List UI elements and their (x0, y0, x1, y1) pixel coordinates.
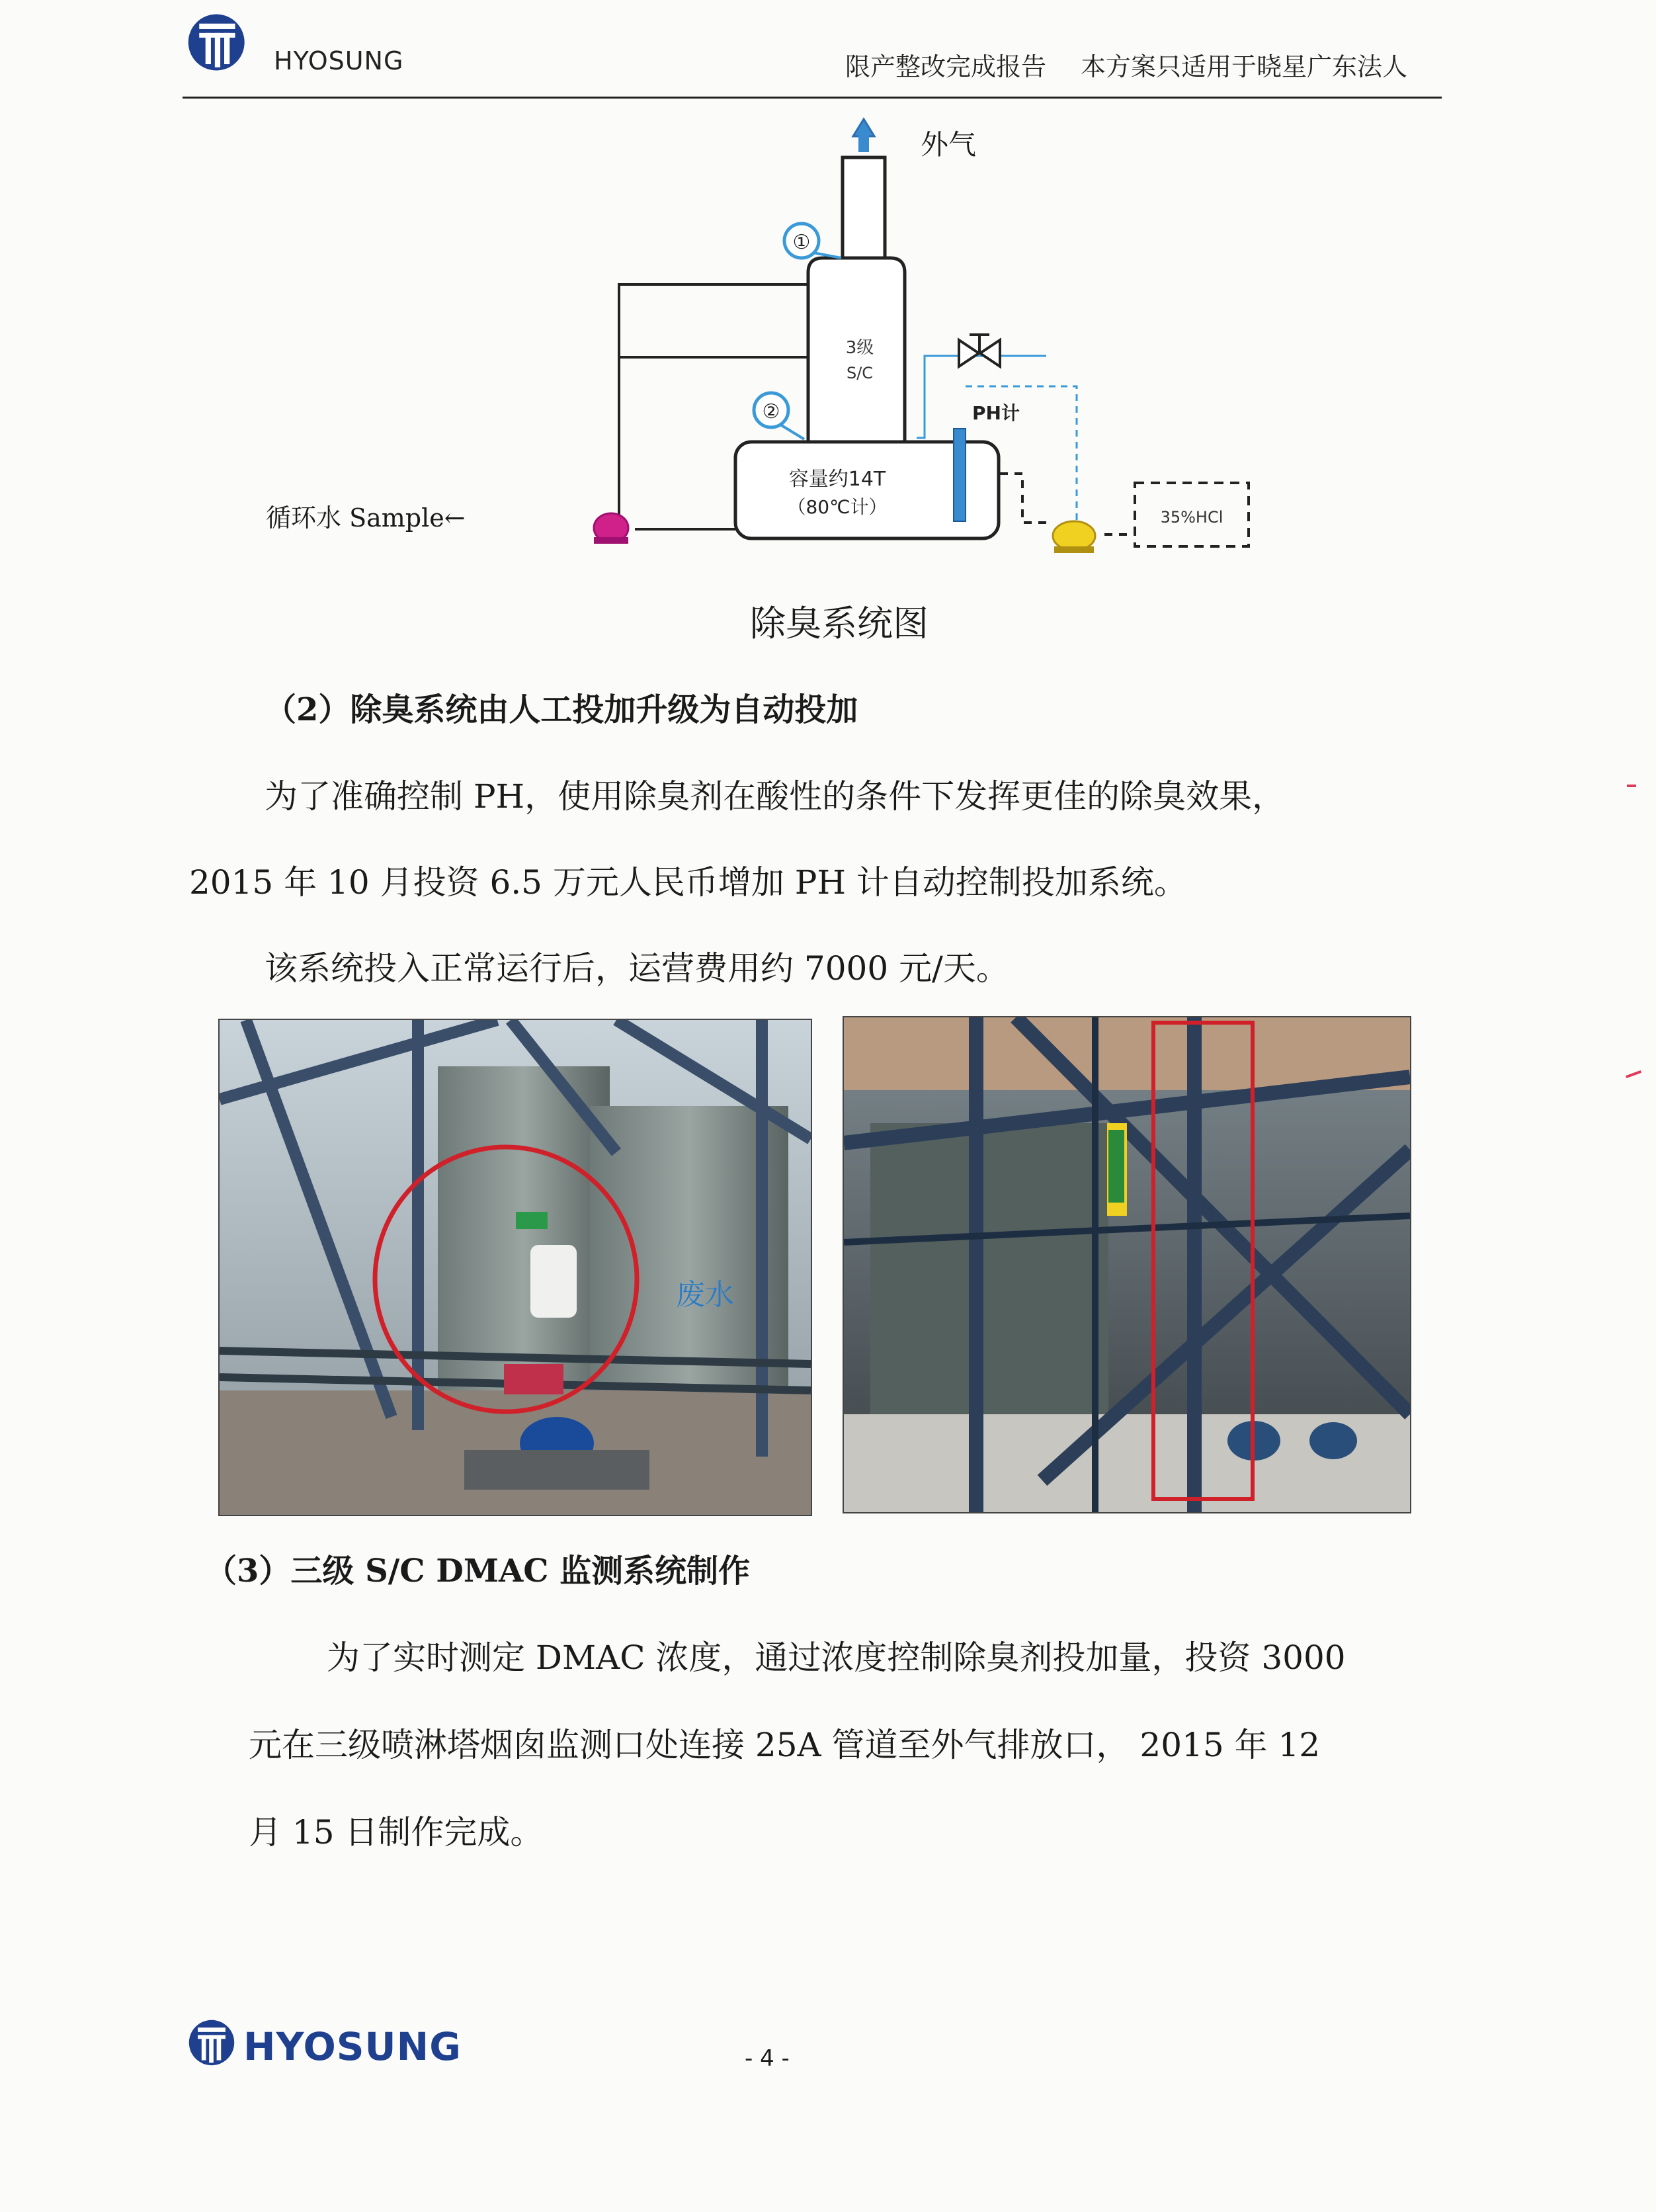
section-3-heading: （3）三级 S/C DMAC 监测系统制作 (205, 1553, 751, 1590)
scan-mark (1626, 1070, 1641, 1078)
header-report-title: 限产整改完成报告 (845, 52, 1047, 81)
valve-icon (959, 340, 979, 366)
section-2-para2: 该系统投入正常运行后，运营费用约 7000 元/天。 (265, 949, 1009, 988)
circulating-water-sample-label: 循环水 Sample← (266, 503, 466, 532)
footer-logo-icon (186, 2018, 237, 2068)
outside-air-label: 外气 (921, 128, 977, 161)
tank-capacity-label: 容量约14T (788, 468, 886, 491)
hyosung-logo-icon (185, 11, 263, 74)
section-2-heading: （2）除臭系统由人工投加升级为自动投加 (265, 691, 858, 728)
footer-brand: HYOSUNG (243, 2024, 462, 2069)
stack (843, 157, 885, 258)
section-3-para-line3: 月 15 日制作完成。 (249, 1813, 544, 1851)
header-brand: HYOSUNG (274, 46, 404, 75)
photo-dosing-line-steel-frame (843, 1016, 1411, 1513)
tank-temp-label: （80℃计） (787, 496, 888, 518)
stage-label-line2: S/C (846, 364, 874, 382)
tank-painted-text: 废水 (676, 1278, 734, 1312)
section-3-para-line1: 为了实时测定 DMAC 浓度，通过浓度控制除臭剂投加量，投资 3000 (327, 1638, 1346, 1677)
dosing-pump-icon (1053, 521, 1095, 550)
exhaust-arrow-shaft (858, 135, 869, 152)
header-scope-note: 本方案只适用于晓星广东法人 (1081, 52, 1408, 81)
scan-mark (1627, 785, 1636, 787)
section-2-para1-line2: 2015 年 10 月投资 6.5 万元人民币增加 PH 计自动控制投加系统。 (189, 863, 1187, 902)
stage-label-line1: 3级 (845, 338, 874, 358)
hcl-label: 35%HCl (1160, 508, 1223, 527)
page-number: - 4 - (745, 2045, 790, 2072)
ph-meter-probe (954, 429, 966, 521)
dosing-line (917, 356, 1046, 438)
photo-ph-dosing-system (218, 1019, 812, 1516)
section-3-para-line2: 元在三级喷淋塔烟囱监测口处连接 25A 管道至外气排放口， 2015 年 12 (249, 1726, 1321, 1764)
section-2-para1-line1: 为了准确控制 PH，使用除臭剂在酸性的条件下发挥更佳的除臭效果， (265, 777, 1286, 816)
point-2-label: ② (762, 400, 780, 423)
ph-meter-label: PH计 (972, 402, 1020, 424)
header-divider (183, 97, 1442, 99)
diagram-caption: 除臭系统图 (750, 603, 929, 644)
hcl-feed-dashed-line (1000, 474, 1046, 523)
point-1-label: ① (792, 231, 811, 254)
